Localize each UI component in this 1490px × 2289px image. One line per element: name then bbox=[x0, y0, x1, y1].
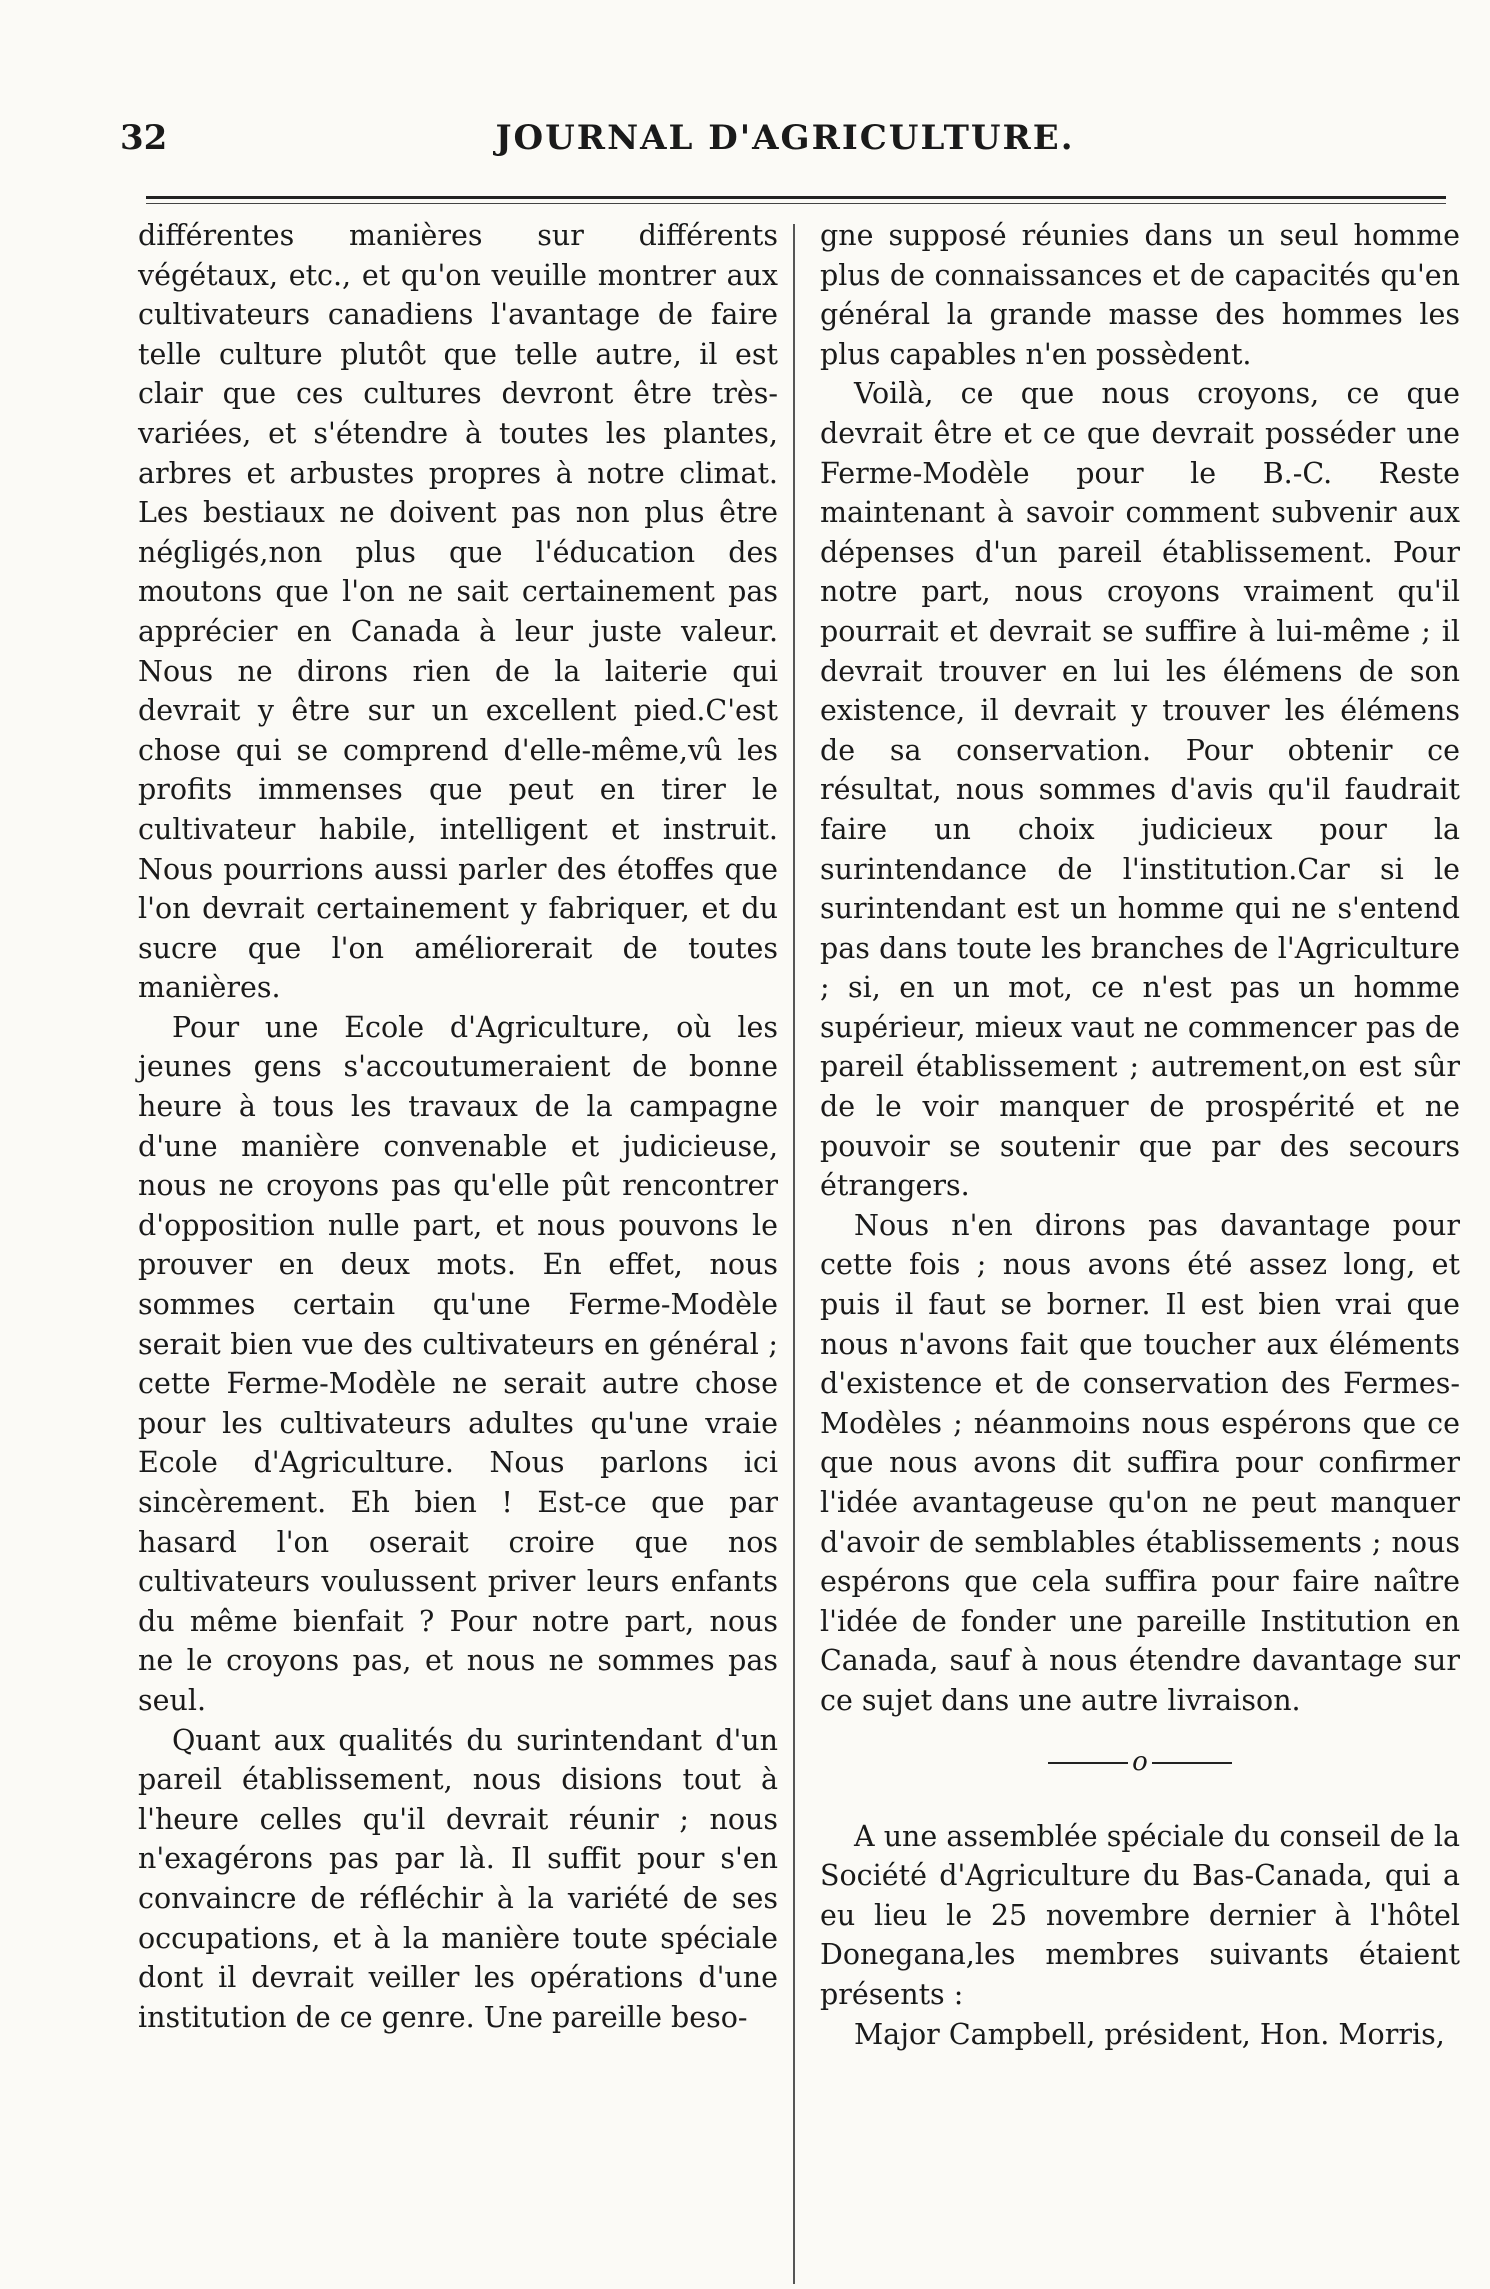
separator-mark: o bbox=[1132, 1746, 1148, 1777]
article-paragraph: Quant aux qualités du surintendant d'un pareil établissement, nous disions tout à l'heure celles qu'il devrait réunir ; nous n'exagérons pas par là. Il suffit pour s'en convaincre de réfléchir à la variété de ses occupations, et à la manière toute spéciale dont il devrait veiller les opérations d'une institution de ce genre. Une pareille beso- bbox=[138, 1723, 778, 2034]
page-header bbox=[120, 118, 1450, 168]
running-title: JOURNAL D'AGRICULTURE. bbox=[495, 118, 1075, 158]
header-rule bbox=[146, 196, 1446, 204]
separator-rule-right bbox=[1152, 1762, 1232, 1764]
article-paragraph: Nous n'en dirons pas davantage pour cette fois ; nous avons été assez long, et puis il faut se borner. Il est bien vrai que nous n'avons fait que toucher aux éléments d'existence et de conservation des Fermes-Modèles ; néanmoins nous espérons que ce que nous avons dit suffira pour confirmer l'idée avantageuse qu'on ne peut manquer d'avoir de semblables établissements ; nous espérons que cela suffira pour faire naître l'idée de fonder une pareille Institution en Canada, sauf à nous étendre davantage sur ce sujet dans une autre livraison. bbox=[820, 1208, 1460, 1717]
article-paragraph: A une assemblée spéciale du conseil de la Société d'Agriculture du Bas-Canada, qui a eu lieu le 25 novembre dernier à l'hôtel Donegana,les membres suivants étaient présents : bbox=[820, 1819, 1460, 2011]
separator-rule-left bbox=[1048, 1762, 1128, 1764]
column-divider bbox=[793, 224, 795, 2284]
left-column bbox=[138, 216, 778, 2037]
right-column bbox=[820, 216, 1460, 2054]
section-separator bbox=[820, 1747, 1460, 1777]
page-number: 32 bbox=[120, 118, 168, 158]
article-paragraph: Major Campbell, président, Hon. Morris, bbox=[854, 2017, 1445, 2051]
article-paragraph: différentes manières sur différents végétaux, etc., et qu'on veuille montrer aux cultivateurs canadiens l'avantage de faire telle culture plutôt que telle autre, il est clair que ces cultures devront être très-variées, et s'étendre à toutes les plantes, arbres et arbustes propres à notre climat. Les bestiaux ne doivent pas non plus être négligés,non plus que l'éducation des moutons que l'on ne sait certainement pas apprécier en Canada à leur juste valeur. Nous ne dirons rien de la laiterie qui devrait y être sur un excellent pied.C'est chose qui se comprend d'elle-même,vû les profits immenses que peut en tirer le cultivateur habile, intelligent et instruit. Nous pourrions aussi parler des étoffes que l'on devrait certainement y fabriquer, et du sucre que l'on améliorerait de toutes manières. bbox=[138, 219, 778, 1005]
article-paragraph: Voilà, ce que nous croyons, ce que devrait être et ce que devrait posséder une Ferme-Modèle pour le B.-C. Reste maintenant à savoir comment subvenir aux dépenses d'un pareil établissement. Pour notre part, nous croyons vraiment qu'il pourrait et devrait se suffire à lui-même ; il devrait trouver en lui les élémens de son existence, il devrait y trouver les élémens de sa conservation. Pour obtenir ce résultat, nous sommes d'avis qu'il faudrait faire un choix judicieux pour la surintendance de l'institution.Car si le surintendant est un homme qui ne s'entend pas dans toute les branches de l'Agriculture ; si, en un mot, ce n'est pas un homme supérieur, mieux vaut ne commencer pas de pareil établissement ; autrement,on est sûr de le voir manquer de prospérité et ne pouvoir se soutenir que par des secours étrangers. bbox=[820, 377, 1460, 1203]
article-paragraph: Pour une Ecole d'Agriculture, où les jeunes gens s'accoutumeraient de bonne heure à tous les travaux de la campagne d'une manière convenable et judicieuse, nous ne croyons pas qu'elle pût rencontrer d'opposition nulle part, et nous pouvons le prouver en deux mots. En effet, nous sommes certain qu'une Ferme-Modèle serait bien vue des cultivateurs en général ; cette Ferme-Modèle ne serait autre chose pour les cultivateurs adultes qu'une vraie Ecole d'Agriculture. Nous parlons ici sincèrement. Eh bien ! Est-ce que par hasard l'on oserait croire que nos cultivateurs voulussent priver leurs enfants du même bienfait ? Pour notre part, nous ne le croyons pas, et nous ne sommes pas seul. bbox=[138, 1010, 778, 1717]
article-paragraph: gne supposé réunies dans un seul homme plus de connaissances et de capacités qu'en général la grande masse des hommes les plus capables n'en possèdent. bbox=[820, 219, 1460, 371]
